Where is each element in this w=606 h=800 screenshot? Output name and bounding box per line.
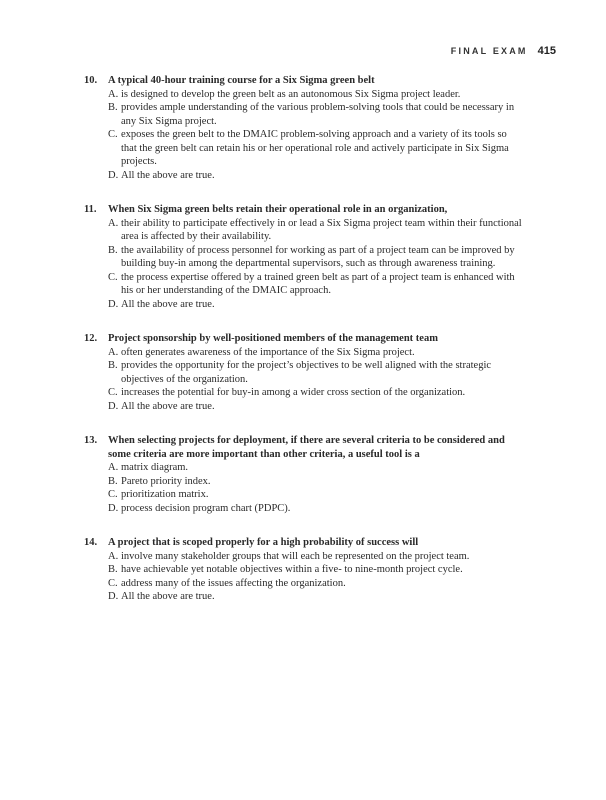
- question-14: [84, 536, 524, 604]
- answer-option-d: [108, 590, 524, 604]
- page-header: [451, 45, 556, 57]
- option-text: process decision program chart (PDPC).: [121, 502, 291, 514]
- answer-option-d: [108, 400, 524, 414]
- option-text: increases the potential for buy-in among a wider cross section of the organization.: [121, 387, 466, 398]
- answer-option-b: [108, 244, 524, 271]
- option-text: provides ample understanding of the various problem-solving tools that could be necessary in any Six Sigma project.: [121, 102, 515, 127]
- option-letter: C.: [108, 387, 118, 398]
- option-letter: D.: [108, 591, 119, 602]
- question-10: [84, 74, 524, 182]
- answer-option-b: [108, 359, 524, 386]
- answer-options: [108, 346, 524, 414]
- question-list: [84, 74, 524, 625]
- option-letter: A.: [108, 346, 119, 358]
- option-text: involve many stakeholder groups that will each be represented on the project team.: [121, 550, 470, 562]
- option-text: the process expertise offered by a trained green belt as part of a project team is enhanced with his or her understanding of the DMAIC approach.: [121, 271, 515, 296]
- option-text: matrix diagram.: [121, 462, 189, 473]
- answer-option-c: [108, 128, 524, 169]
- running-header-title: FINAL EXAM: [450, 46, 528, 56]
- option-letter: A.: [108, 462, 119, 473]
- answer-option-a: [108, 217, 524, 244]
- option-letter: B.: [108, 475, 118, 487]
- option-letter: D.: [108, 502, 119, 514]
- answer-option-a: [108, 88, 524, 102]
- question-number: 12.: [84, 333, 98, 344]
- option-text: exposes the green belt to the DMAIC problem-solving approach and a variety of its tools so that the green belt can retain his or her operational role and actively participate in Six Sigma projects.: [121, 129, 509, 167]
- option-text: Pareto priority index.: [121, 475, 211, 487]
- option-text: is designed to develop the green belt as an autonomous Six Sigma project leader.: [121, 88, 461, 100]
- question-13: [84, 434, 524, 515]
- option-letter: B.: [108, 102, 118, 113]
- answer-option-a: [108, 550, 524, 564]
- option-letter: C.: [108, 577, 118, 589]
- option-letter: B.: [108, 564, 118, 575]
- answer-option-d: [108, 298, 524, 312]
- option-letter: D.: [108, 400, 119, 412]
- answer-option-c: [108, 577, 524, 591]
- answer-option-b: [108, 101, 524, 128]
- answer-options: [108, 550, 524, 604]
- option-text: often generates awareness of the importance of the Six Sigma project.: [121, 346, 415, 358]
- option-letter: B.: [108, 244, 118, 256]
- answer-options: [108, 217, 524, 312]
- question-number: 11.: [84, 204, 97, 215]
- option-text: prioritization matrix.: [121, 489, 209, 500]
- option-letter: B.: [108, 360, 118, 371]
- option-letter: D.: [108, 169, 119, 181]
- option-letter: D.: [108, 298, 119, 310]
- answer-option-c: [108, 386, 524, 400]
- option-text: the availability of process personnel for working as part of a project team can be improved by building buy-in among the departmental supervisors, such as through awareness training.: [121, 244, 515, 269]
- answer-option-c: [108, 271, 524, 298]
- option-letter: C.: [108, 489, 118, 500]
- option-text: All the above are true.: [121, 298, 215, 310]
- option-text: All the above are true.: [121, 169, 215, 181]
- question-number: 10.: [84, 75, 98, 86]
- question-stem: A project that is scoped properly for a high probability of success will: [108, 537, 419, 548]
- question-11: [84, 203, 524, 311]
- question-number: 14.: [84, 537, 98, 548]
- answer-option-a: [108, 461, 524, 475]
- option-text: All the above are true.: [121, 400, 215, 412]
- question-number: 13.: [84, 435, 98, 446]
- option-text: provides the opportunity for the project’s objectives to be well aligned with the strategic objectives of the organization.: [121, 360, 492, 385]
- option-letter: A.: [108, 550, 119, 562]
- option-letter: C.: [108, 271, 118, 283]
- question-stem: When selecting projects for deployment, if there are several criteria to be considered and some criteria are more important than other criteria, a useful tool is a: [108, 435, 505, 460]
- option-text: address many of the issues affecting the organization.: [121, 577, 346, 589]
- answer-option-b: [108, 563, 524, 577]
- answer-option-a: [108, 346, 524, 360]
- option-text: their ability to participate effectively in or lead a Six Sigma project team within their functional area is affected by their availability.: [121, 217, 522, 242]
- page-number: 415: [537, 45, 556, 57]
- option-letter: A.: [108, 88, 119, 100]
- option-letter: C.: [108, 129, 118, 140]
- option-text: All the above are true.: [121, 591, 215, 602]
- option-letter: A.: [108, 217, 119, 229]
- answer-option-b: [108, 475, 524, 489]
- option-text: have achievable yet notable objectives within a five- to nine-month project cycle.: [121, 564, 463, 575]
- answer-option-d: [108, 169, 524, 183]
- question-stem: When Six Sigma green belts retain their operational role in an organization,: [108, 204, 448, 215]
- question-stem: Project sponsorship by well-positioned members of the management team: [108, 333, 438, 344]
- answer-option-c: [108, 488, 524, 502]
- question-12: [84, 332, 524, 413]
- answer-options: [108, 461, 524, 515]
- answer-options: [108, 88, 524, 183]
- question-stem: A typical 40-hour training course for a Six Sigma green belt: [108, 75, 375, 86]
- answer-option-d: [108, 502, 524, 516]
